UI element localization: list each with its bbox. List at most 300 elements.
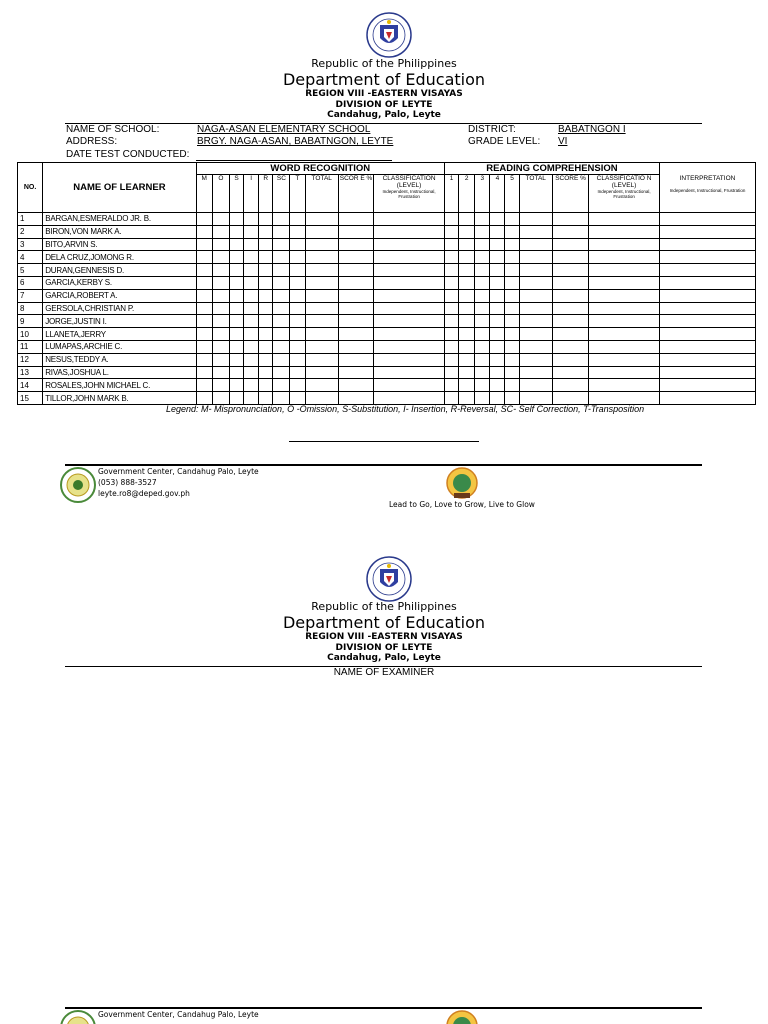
empty-cell xyxy=(244,264,259,277)
empty-cell xyxy=(589,328,660,341)
empty-cell xyxy=(490,289,505,302)
empty-cell xyxy=(490,366,505,379)
empty-cell xyxy=(589,340,660,353)
empty-cell xyxy=(490,213,505,226)
empty-cell xyxy=(196,238,212,251)
table-row xyxy=(18,225,756,238)
empty-cell xyxy=(490,340,505,353)
empty-cell xyxy=(490,238,505,251)
empty-cell xyxy=(505,238,519,251)
empty-cell xyxy=(475,225,490,238)
empty-cell xyxy=(444,276,458,289)
empty-cell xyxy=(589,315,660,328)
empty-cell xyxy=(196,315,212,328)
empty-cell xyxy=(273,353,290,366)
empty-cell xyxy=(519,264,552,277)
wr-classification-sub: Independent, Instructional, Frustration xyxy=(382,189,436,199)
empty-cell xyxy=(475,289,490,302)
empty-cell xyxy=(459,340,475,353)
empty-cell xyxy=(273,225,290,238)
col-m: M xyxy=(196,175,212,213)
col-t: T xyxy=(290,175,305,213)
empty-cell xyxy=(659,264,755,277)
deped-seal-icon xyxy=(366,12,412,58)
empty-cell xyxy=(290,302,305,315)
empty-cell xyxy=(196,340,212,353)
empty-cell xyxy=(229,392,243,405)
region-text-2: REGION VIII -EASTERN VISAYAS xyxy=(305,632,463,642)
empty-cell xyxy=(244,302,259,315)
empty-cell xyxy=(273,251,290,264)
empty-cell xyxy=(374,276,445,289)
empty-cell xyxy=(212,302,229,315)
empty-cell xyxy=(212,353,229,366)
empty-cell xyxy=(552,225,588,238)
learner-name: GARCIA,KERBY S. xyxy=(43,276,196,289)
division-text-2: DIVISION OF LEYTE xyxy=(335,643,433,653)
empty-cell xyxy=(519,315,552,328)
empty-cell xyxy=(338,251,373,264)
table-row xyxy=(18,353,756,366)
row-number: 14 xyxy=(18,379,43,392)
empty-cell xyxy=(290,328,305,341)
empty-cell xyxy=(552,264,588,277)
empty-cell xyxy=(459,289,475,302)
empty-cell xyxy=(244,251,259,264)
empty-cell xyxy=(490,315,505,328)
empty-cell xyxy=(273,328,290,341)
empty-cell xyxy=(519,225,552,238)
col-wr-classification xyxy=(374,175,445,213)
empty-cell xyxy=(459,379,475,392)
empty-cell xyxy=(459,238,475,251)
empty-cell xyxy=(505,353,519,366)
republic-text-2: Republic of the Philippines xyxy=(311,600,457,613)
empty-cell xyxy=(475,213,490,226)
signature-line xyxy=(289,441,479,442)
empty-cell xyxy=(244,213,259,226)
empty-cell xyxy=(552,379,588,392)
empty-cell xyxy=(459,213,475,226)
word-recognition-header: WORD RECOGNITION xyxy=(196,163,444,175)
empty-cell xyxy=(305,315,338,328)
republic-text: Republic of the Philippines xyxy=(311,57,457,70)
empty-cell xyxy=(475,366,490,379)
empty-cell xyxy=(273,315,290,328)
empty-cell xyxy=(259,302,273,315)
empty-cell xyxy=(244,340,259,353)
footer-email: leyte.ro8@deped.gov.ph xyxy=(98,489,190,498)
empty-cell xyxy=(196,251,212,264)
row-number: 15 xyxy=(18,392,43,405)
empty-cell xyxy=(374,353,445,366)
empty-cell xyxy=(338,340,373,353)
no-header: NO. xyxy=(18,163,43,213)
learner-name: BIRON,VON MARK A. xyxy=(43,225,196,238)
empty-cell xyxy=(244,315,259,328)
empty-cell xyxy=(212,264,229,277)
empty-cell xyxy=(273,264,290,277)
empty-cell xyxy=(244,353,259,366)
row-number: 4 xyxy=(18,251,43,264)
grade-value: VI xyxy=(558,136,568,147)
empty-cell xyxy=(659,392,755,405)
learner-name: LLANETA,JERRY xyxy=(43,328,196,341)
empty-cell xyxy=(505,340,519,353)
empty-cell xyxy=(505,302,519,315)
empty-cell xyxy=(259,251,273,264)
empty-cell xyxy=(196,302,212,315)
empty-cell xyxy=(305,289,338,302)
empty-cell xyxy=(459,392,475,405)
empty-cell xyxy=(444,238,458,251)
empty-cell xyxy=(244,366,259,379)
empty-cell xyxy=(259,328,273,341)
empty-cell xyxy=(290,238,305,251)
footer-address-2: Government Center, Candahug Palo, Leyte xyxy=(98,1010,259,1019)
interpretation-title: INTERPRETATION xyxy=(679,174,736,182)
empty-cell xyxy=(338,366,373,379)
region-text: REGION VIII -EASTERN VISAYAS xyxy=(305,89,463,99)
empty-cell xyxy=(290,379,305,392)
empty-cell xyxy=(290,251,305,264)
empty-cell xyxy=(212,315,229,328)
empty-cell xyxy=(659,302,755,315)
reading-comprehension-header: READING COMPREHENSION xyxy=(444,163,659,175)
empty-cell xyxy=(305,225,338,238)
empty-cell xyxy=(444,289,458,302)
empty-cell xyxy=(212,340,229,353)
empty-cell xyxy=(273,392,290,405)
table-row xyxy=(18,315,756,328)
empty-cell xyxy=(374,392,445,405)
empty-cell xyxy=(444,251,458,264)
empty-cell xyxy=(459,366,475,379)
empty-cell xyxy=(519,366,552,379)
empty-cell xyxy=(519,276,552,289)
empty-cell xyxy=(196,225,212,238)
empty-cell xyxy=(444,328,458,341)
empty-cell xyxy=(374,340,445,353)
empty-cell xyxy=(196,264,212,277)
empty-cell xyxy=(519,251,552,264)
empty-cell xyxy=(338,315,373,328)
empty-cell xyxy=(589,213,660,226)
school-value: NAGA-ASAN ELEMENTARY SCHOOL xyxy=(197,124,371,135)
empty-cell xyxy=(374,328,445,341)
empty-cell xyxy=(444,225,458,238)
empty-cell xyxy=(475,276,490,289)
empty-cell xyxy=(459,264,475,277)
empty-cell xyxy=(374,379,445,392)
empty-cell xyxy=(305,340,338,353)
col-q5: 5 xyxy=(505,175,519,213)
empty-cell xyxy=(374,213,445,226)
table-row xyxy=(18,366,756,379)
empty-cell xyxy=(305,392,338,405)
department-title: Department of Education xyxy=(282,70,486,89)
learner-header: NAME OF LEARNER xyxy=(43,163,196,213)
empty-cell xyxy=(212,366,229,379)
empty-cell xyxy=(196,328,212,341)
empty-cell xyxy=(519,392,552,405)
empty-cell xyxy=(305,302,338,315)
learner-name: BARGAN,ESMERALDO JR. B. xyxy=(43,213,196,226)
division-logo-icon xyxy=(60,467,96,503)
empty-cell xyxy=(305,213,338,226)
empty-cell xyxy=(552,238,588,251)
empty-cell xyxy=(374,315,445,328)
division-address-2: Candahug, Palo, Leyte xyxy=(327,653,441,663)
empty-cell xyxy=(475,264,490,277)
empty-cell xyxy=(374,302,445,315)
empty-cell xyxy=(659,251,755,264)
empty-cell xyxy=(490,392,505,405)
empty-cell xyxy=(659,328,755,341)
empty-cell xyxy=(374,289,445,302)
empty-cell xyxy=(212,379,229,392)
empty-cell xyxy=(444,315,458,328)
row-number: 10 xyxy=(18,328,43,341)
empty-cell xyxy=(244,238,259,251)
empty-cell xyxy=(290,315,305,328)
col-q2: 2 xyxy=(459,175,475,213)
col-rc-total: TOTAL xyxy=(519,175,552,213)
empty-cell xyxy=(290,392,305,405)
empty-cell xyxy=(505,379,519,392)
empty-cell xyxy=(305,379,338,392)
empty-cell xyxy=(244,276,259,289)
empty-cell xyxy=(505,289,519,302)
empty-cell xyxy=(305,366,338,379)
empty-cell xyxy=(659,289,755,302)
empty-cell xyxy=(505,328,519,341)
row-number: 11 xyxy=(18,340,43,353)
empty-cell xyxy=(196,213,212,226)
empty-cell xyxy=(490,328,505,341)
empty-cell xyxy=(290,276,305,289)
empty-cell xyxy=(589,225,660,238)
rc-classification-title: CLASSIFICATIO N (LEVEL) xyxy=(596,175,652,189)
empty-cell xyxy=(552,213,588,226)
empty-cell xyxy=(290,340,305,353)
footer-phone: (053) 888-3527 xyxy=(98,478,157,487)
grade-label: GRADE LEVEL: xyxy=(468,136,541,147)
date-underline xyxy=(196,160,392,161)
empty-cell xyxy=(290,353,305,366)
empty-cell xyxy=(589,238,660,251)
empty-cell xyxy=(552,251,588,264)
district-label: DISTRICT: xyxy=(468,124,516,135)
empty-cell xyxy=(552,315,588,328)
empty-cell xyxy=(490,264,505,277)
empty-cell xyxy=(374,264,445,277)
empty-cell xyxy=(475,340,490,353)
division-text: DIVISION OF LEYTE xyxy=(335,100,433,110)
empty-cell xyxy=(212,328,229,341)
empty-cell xyxy=(273,289,290,302)
empty-cell xyxy=(552,289,588,302)
empty-cell xyxy=(338,379,373,392)
empty-cell xyxy=(229,238,243,251)
empty-cell xyxy=(459,353,475,366)
empty-cell xyxy=(589,289,660,302)
empty-cell xyxy=(290,213,305,226)
empty-cell xyxy=(444,302,458,315)
empty-cell xyxy=(659,213,755,226)
footer-address: Government Center, Candahug Palo, Leyte xyxy=(98,467,259,476)
empty-cell xyxy=(589,366,660,379)
empty-cell xyxy=(305,328,338,341)
empty-cell xyxy=(519,213,552,226)
learner-name: DURAN,GENNESIS D. xyxy=(43,264,196,277)
empty-cell xyxy=(338,289,373,302)
empty-cell xyxy=(212,238,229,251)
empty-cell xyxy=(259,238,273,251)
empty-cell xyxy=(519,379,552,392)
empty-cell xyxy=(475,392,490,405)
learner-name: BITO,ARVIN S. xyxy=(43,238,196,251)
empty-cell xyxy=(659,366,755,379)
row-number: 3 xyxy=(18,238,43,251)
empty-cell xyxy=(589,251,660,264)
empty-cell xyxy=(259,213,273,226)
empty-cell xyxy=(338,353,373,366)
row-number: 5 xyxy=(18,264,43,277)
col-q4: 4 xyxy=(490,175,505,213)
empty-cell xyxy=(475,238,490,251)
empty-cell xyxy=(444,366,458,379)
empty-cell xyxy=(305,264,338,277)
empty-cell xyxy=(305,353,338,366)
empty-cell xyxy=(196,289,212,302)
slogan-logo-icon xyxy=(444,1010,480,1024)
empty-cell xyxy=(244,225,259,238)
learner-name: DELA CRUZ,JOMONG R. xyxy=(43,251,196,264)
empty-cell xyxy=(475,315,490,328)
empty-cell xyxy=(444,392,458,405)
empty-cell xyxy=(259,276,273,289)
empty-cell xyxy=(490,353,505,366)
empty-cell xyxy=(259,379,273,392)
row-number: 1 xyxy=(18,213,43,226)
empty-cell xyxy=(505,366,519,379)
empty-cell xyxy=(229,328,243,341)
empty-cell xyxy=(475,302,490,315)
empty-cell xyxy=(305,251,338,264)
slogan-logo-icon xyxy=(444,467,480,501)
empty-cell xyxy=(552,392,588,405)
empty-cell xyxy=(589,276,660,289)
empty-cell xyxy=(459,225,475,238)
school-label: NAME OF SCHOOL: xyxy=(66,124,160,135)
empty-cell xyxy=(589,392,660,405)
empty-cell xyxy=(338,276,373,289)
empty-cell xyxy=(659,238,755,251)
col-q1: 1 xyxy=(444,175,458,213)
empty-cell xyxy=(659,353,755,366)
empty-cell xyxy=(338,213,373,226)
table-row xyxy=(18,302,756,315)
empty-cell xyxy=(229,276,243,289)
col-sc: SC xyxy=(273,175,290,213)
empty-cell xyxy=(290,366,305,379)
empty-cell xyxy=(212,213,229,226)
empty-cell xyxy=(196,366,212,379)
empty-cell xyxy=(229,264,243,277)
address-label: ADDRESS: xyxy=(66,136,118,147)
empty-cell xyxy=(552,353,588,366)
empty-cell xyxy=(259,366,273,379)
empty-cell xyxy=(229,289,243,302)
row-number: 2 xyxy=(18,225,43,238)
empty-cell xyxy=(273,379,290,392)
empty-cell xyxy=(459,276,475,289)
empty-cell xyxy=(229,315,243,328)
empty-cell xyxy=(552,340,588,353)
row-number: 12 xyxy=(18,353,43,366)
empty-cell xyxy=(259,289,273,302)
empty-cell xyxy=(244,379,259,392)
learner-name: LUMAPAS,ARCHIE C. xyxy=(43,340,196,353)
empty-cell xyxy=(490,276,505,289)
empty-cell xyxy=(374,251,445,264)
empty-cell xyxy=(490,225,505,238)
empty-cell xyxy=(229,340,243,353)
empty-cell xyxy=(444,353,458,366)
empty-cell xyxy=(505,276,519,289)
empty-cell xyxy=(475,353,490,366)
empty-cell xyxy=(212,392,229,405)
row-number: 6 xyxy=(18,276,43,289)
empty-cell xyxy=(229,379,243,392)
empty-cell xyxy=(212,289,229,302)
empty-cell xyxy=(259,353,273,366)
empty-cell xyxy=(519,340,552,353)
empty-cell xyxy=(259,340,273,353)
empty-cell xyxy=(259,392,273,405)
empty-cell xyxy=(338,302,373,315)
empty-cell xyxy=(273,366,290,379)
empty-cell xyxy=(259,315,273,328)
empty-cell xyxy=(659,379,755,392)
empty-cell xyxy=(259,264,273,277)
empty-cell xyxy=(552,366,588,379)
empty-cell xyxy=(374,366,445,379)
empty-cell xyxy=(273,340,290,353)
col-wr-score: SCOR E % xyxy=(338,175,373,213)
row-number: 13 xyxy=(18,366,43,379)
empty-cell xyxy=(212,225,229,238)
col-s: S xyxy=(229,175,243,213)
empty-cell xyxy=(459,315,475,328)
empty-cell xyxy=(273,302,290,315)
empty-cell xyxy=(490,251,505,264)
empty-cell xyxy=(552,328,588,341)
empty-cell xyxy=(229,302,243,315)
interpretation-spacer xyxy=(659,163,755,175)
row-number: 8 xyxy=(18,302,43,315)
empty-cell xyxy=(338,392,373,405)
learner-name: JORGE,JUSTIN I. xyxy=(43,315,196,328)
empty-cell xyxy=(374,238,445,251)
empty-cell xyxy=(196,379,212,392)
table-row xyxy=(18,392,756,405)
division-address: Candahug, Palo, Leyte xyxy=(327,110,441,120)
empty-cell xyxy=(290,225,305,238)
empty-cell xyxy=(589,379,660,392)
empty-cell xyxy=(305,238,338,251)
